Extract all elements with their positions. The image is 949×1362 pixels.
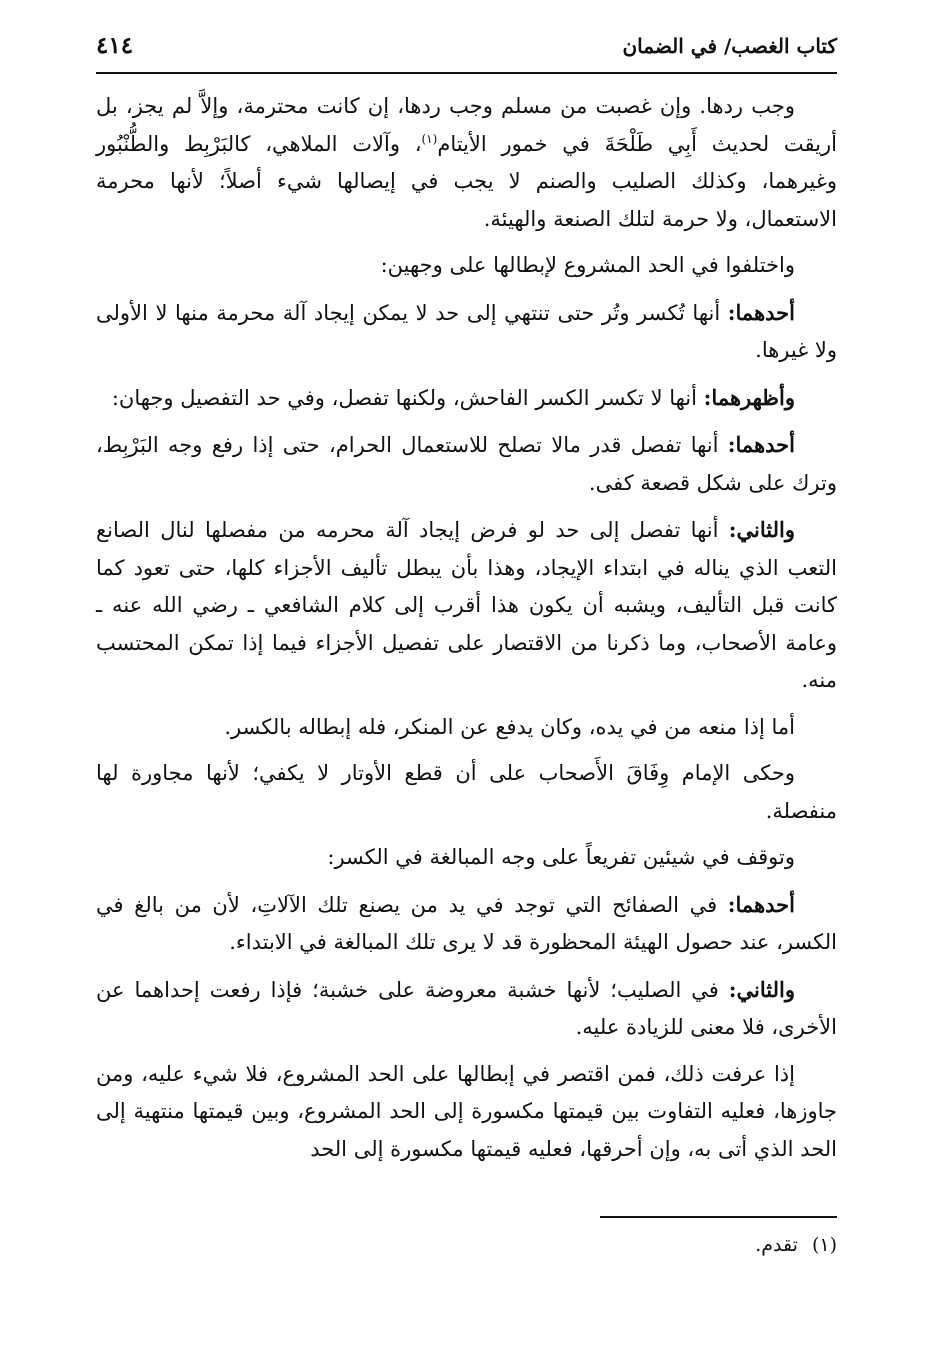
- footnote-mark: (١): [811, 1234, 837, 1256]
- paragraph-lead: والثاني:: [728, 976, 795, 1002]
- running-head: كتاب الغصب/ في الضمان: [622, 34, 837, 58]
- footnote: [96, 1230, 837, 1260]
- paragraph: أما إذا منعه من في يده، وكان يدفع عن المنكر، فله إبطاله بالكسر.: [224, 714, 795, 739]
- body-text: [96, 88, 837, 1177]
- paragraph: وأظهرهما: أنها لا تكسر الكسر الفاحش، ولكنها تفصل، وفي حد التفصيل وجهان:: [111, 384, 795, 410]
- paragraph: أحدهما: أنها تُكسر وتُر حتى تنتهي إلى حد لا يمكن إيجاد آلة محرمة منها لا الأولى ولا غيرها.: [96, 299, 837, 362]
- paragraph: وجب ردها. وإن غصبت من مسلم وجب ردها، إن كانت محترمة، وإلاَّ لم يجز، بل أريقت لحديث أَبِي طَلْحَةَ في خمور الأيتام$^{(١)}$، وآلات الملاهي، كالبَرْبِط والطُّنْبُور وغيرهما، وكذلك الصليب والصنم لا يجب في إيصالها شيء أصلاً؛ لأنها محرمة الاستعمال، ولا حرمة لتلك الصنعة والهيئة.: [96, 94, 837, 231]
- page-header: [96, 32, 837, 74]
- paragraph: وحكى الإمام وِفَاقَ الأَصحاب على أن قطع الأوتار لا يكفي؛ لأنها مجاورة لها منفصلة.: [96, 761, 837, 823]
- paragraph-lead: أحدهما:: [727, 299, 795, 325]
- paragraph: والثاني: أنها تفصل إلى حد لو فرض إيجاد آلة محرمه من مفصلها لنال الصانع التعب الذي يناله في ابتداء الإيجاد، وهذا بأن يبطل تأليف الأجزاء كلها، حتى تعود كما كانت قبل التأليف، ويشبه أن يكون هذا أقرب إلى كلام الشافعي ـ رضي الله عنه ـ وعامة الأصحاب، وما ذكرنا من الاقتصار على تفصيل الأجزاء فيما إذا تمكن المحتسب منه.: [96, 517, 837, 692]
- paragraph: وتوقف في شيئين تفريعاً على وجه المبالغة في الكسر:: [327, 845, 795, 869]
- page-number: ٤١٤: [96, 32, 134, 59]
- paragraph: أحدهما: أنها تفصل قدر مالا تصلح للاستعمال الحرام، حتى إذا رفع وجه البَرْبِط، وترك على شكل قصعة كفى.: [96, 432, 837, 495]
- footnote-divider: [600, 1216, 837, 1218]
- paragraph: واختلفوا في الحد المشروع لإبطالها على وجهين:: [380, 253, 795, 277]
- paragraph-lead: أحدهما:: [727, 891, 795, 917]
- footnote-ref: (١): [421, 131, 438, 146]
- paragraph: أحدهما: في الصفائح التي توجد في يد من يصنع تلك الآلاتِ، لأن من بالغ في الكسر، عند حصول الهيئة المحظورة قد لا يرى تلك المبالغة في الابتداء.: [96, 891, 837, 954]
- paragraph: إذا عرفت ذلك، فمن اقتصر في إبطالها على الحد المشروع، فلا شيء عليه، ومن جاوزها، فعليه التفاوت بين قيمتها مكسورة إلى الحد المشروع، وبين قيمتها منتهية إلى الحد الذي أتى به، وإن أحرقها، فعليه قيمتها مكسورة إلى الحد: [96, 1061, 837, 1161]
- paragraph-lead: وأظهرهما:: [703, 384, 795, 410]
- footnote-text: تقدم.: [755, 1234, 798, 1256]
- paragraph: والثاني: في الصليب؛ لأنها خشبة معروضة على خشبة؛ فإذا رفعت إحداهما عن الأخرى، فلا معنى للزيادة عليه.: [96, 976, 837, 1039]
- paragraph-lead: والثاني:: [728, 517, 795, 542]
- paragraph-lead: أحدهما:: [727, 432, 795, 457]
